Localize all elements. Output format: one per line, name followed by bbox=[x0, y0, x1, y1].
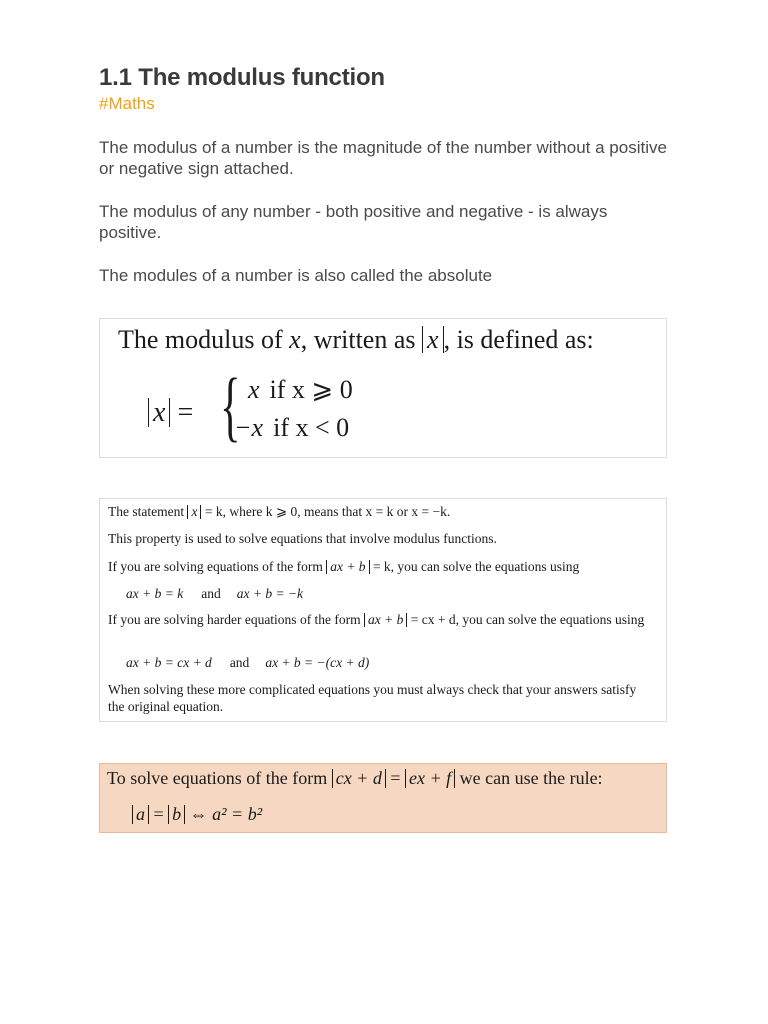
rule1-c: = bbox=[385, 768, 405, 788]
abs-ax-b bbox=[326, 560, 369, 574]
modulus-property-image[interactable] bbox=[99, 498, 667, 722]
piecewise-case-2 bbox=[234, 413, 349, 443]
abs-cx-d bbox=[332, 769, 386, 788]
abs-x bbox=[422, 326, 444, 353]
property-line-2: This property is used to solve equations that involve modulus functions. bbox=[108, 531, 497, 546]
rule2-a: a bbox=[136, 804, 145, 824]
rule-line-1 bbox=[107, 768, 603, 789]
rule2-d: ⇔ a² = b² bbox=[185, 804, 263, 824]
hashtag-maths[interactable]: #Maths bbox=[99, 94, 155, 113]
paragraph-modulus-magnitude: The modulus of a number is the magnitude of the number without a positive or negative sign attached. bbox=[99, 138, 667, 178]
line1-c: = k, where k ⩾ 0, means that x = k or x = −k. bbox=[201, 504, 451, 519]
property-line-3 bbox=[108, 558, 579, 575]
abs-b bbox=[168, 805, 185, 824]
case2-cond: if x < 0 bbox=[273, 413, 350, 442]
eq-2: ax + b = −k bbox=[236, 586, 304, 601]
paragraph-modulus-absolute: The modules of a number is also called the absolute bbox=[99, 266, 493, 285]
definition-suffix: , is defined as: bbox=[443, 325, 594, 354]
rule1-a: To solve equations of the form bbox=[107, 768, 332, 788]
rule2-c: b bbox=[172, 804, 182, 824]
line1-a: The statement bbox=[108, 504, 188, 519]
definition-statement bbox=[118, 325, 594, 355]
piecewise-lhs bbox=[148, 397, 193, 429]
property-line-6 bbox=[108, 654, 369, 671]
rule1-d: ex + f bbox=[408, 768, 452, 788]
eq-4: ax + b = −(cx + d) bbox=[265, 655, 370, 670]
modulus-definition-image[interactable] bbox=[99, 318, 667, 458]
abs-a bbox=[132, 805, 149, 824]
case1-cond: if x ⩾ 0 bbox=[269, 375, 353, 404]
definition-var: x bbox=[289, 325, 301, 354]
abs-ex-f bbox=[405, 769, 455, 788]
and-1: and bbox=[201, 586, 221, 601]
rule-line-2 bbox=[132, 804, 262, 825]
property-line-1 bbox=[108, 503, 450, 520]
rule1-b: cx + d bbox=[335, 768, 382, 788]
line5-b: ax + b bbox=[368, 612, 404, 627]
rule2-b: = bbox=[149, 804, 169, 824]
case1-expr: x bbox=[248, 375, 260, 404]
property-line-5 bbox=[108, 611, 653, 628]
line3-b: ax + b bbox=[330, 559, 366, 574]
abs-ax-b-2 bbox=[364, 613, 407, 627]
definition-prefix: The modulus of bbox=[118, 325, 290, 354]
and-2: and bbox=[229, 655, 250, 670]
lhs-var: x bbox=[153, 397, 166, 428]
property-line-4 bbox=[108, 585, 303, 602]
property-line-7: When solving these more complicated equations you must always check that your answers satisfy the original equation. bbox=[108, 682, 637, 714]
paragraph-modulus-positive: The modulus of any number - both positive and negative - is always positive. bbox=[99, 202, 608, 242]
abs-x-statement bbox=[187, 505, 201, 519]
abs-x-var: x bbox=[427, 325, 439, 354]
eq-1: ax + b = k bbox=[126, 586, 184, 601]
case2-expr: −x bbox=[234, 413, 264, 442]
piecewise-case-1 bbox=[248, 375, 353, 405]
line3-c: = k, you can solve the equations using bbox=[369, 559, 580, 574]
eq-3: ax + b = cx + d bbox=[126, 655, 212, 670]
line5-a: If you are solving harder equations of the form bbox=[108, 612, 365, 627]
rule1-e: we can use the rule: bbox=[455, 768, 603, 788]
left-brace-icon: { bbox=[220, 362, 241, 449]
modulus-rule-image[interactable] bbox=[99, 763, 667, 833]
line5-c: = cx + d, you can solve the equations using bbox=[407, 612, 645, 627]
line3-a: If you are solving equations of the form bbox=[108, 559, 327, 574]
lhs-equals: = bbox=[177, 397, 194, 428]
line1-b: x bbox=[191, 504, 198, 519]
definition-mid: , written as bbox=[300, 325, 423, 354]
abs-x-lhs bbox=[148, 398, 170, 427]
note-title: 1.1 The modulus function bbox=[99, 64, 385, 91]
